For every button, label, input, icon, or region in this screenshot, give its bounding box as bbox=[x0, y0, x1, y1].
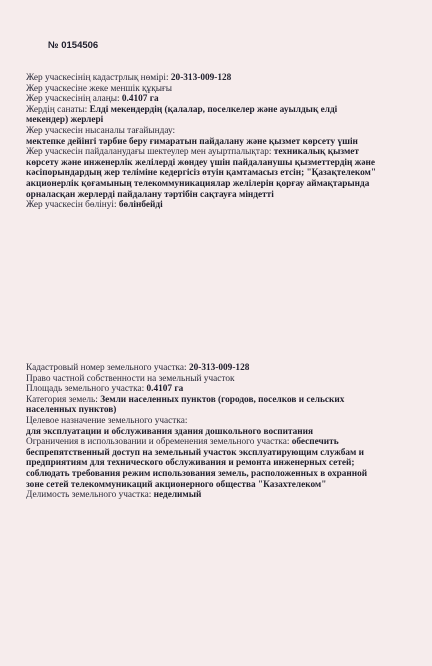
kz-divisibility-line bbox=[26, 200, 430, 211]
ru-purpose-value: для эксплуатации и обслуживания здания дошкольного воспитания bbox=[26, 426, 314, 437]
ru-area-line bbox=[26, 384, 430, 395]
kz-area-label: Жер учаскесінің алаңы: bbox=[26, 94, 122, 105]
ru-divisibility-line bbox=[26, 490, 430, 501]
ru-category-line bbox=[26, 395, 430, 406]
ru-restrictions-label: Ограничения в использовании и обременения земельного участка: bbox=[26, 437, 292, 448]
kz-restrictions-value-3: кәсіпорындардың жер теліміне кедергісіз өтуін қамтамасыз етсін; "Қазақтелеком" bbox=[26, 168, 377, 179]
kz-restrictions-value-1: техникалық қызмет bbox=[273, 147, 359, 158]
kz-area-value: 0.4107 га bbox=[121, 94, 159, 105]
ru-cadastral-value: 20-313-009-128 bbox=[188, 363, 250, 373]
kz-cadastral-label: Жер учаскесінің кадастрлық нөмірі: bbox=[26, 73, 171, 83]
ru-category-value-1: Земли населенных пунктов (городов, поселков и сельских bbox=[100, 394, 345, 405]
kz-restrictions-value-5: орналасқан жерлерді пайдалану тәртібін сақтауға міндетті bbox=[26, 189, 274, 200]
ru-ownership-line: Право частной собственности на земельный участок bbox=[26, 373, 235, 384]
kz-purpose-label: Жер учаскесін нысаналы тағайындау: bbox=[26, 125, 176, 136]
kazakh-section bbox=[26, 73, 430, 211]
kz-category-value-2: мекендер) жерлері bbox=[26, 115, 104, 126]
ru-area-value: 0.4107 га bbox=[146, 384, 184, 395]
ru-restrictions-line bbox=[26, 437, 430, 448]
document-number: № 0154506 bbox=[48, 40, 99, 51]
kz-category-line bbox=[26, 105, 430, 116]
ru-purpose-label: Целевое назначение земельного участка: bbox=[26, 415, 188, 426]
ru-cadastral-line bbox=[26, 363, 430, 374]
kz-restrictions-line bbox=[26, 147, 430, 158]
kz-restrictions-value-4: акционерлік қоғамының телекоммуникациялар желілерін қорғау аймақтарында bbox=[26, 178, 370, 189]
ru-divisibility-value: неделимый bbox=[153, 490, 202, 501]
ru-area-label: Площадь земельного участка: bbox=[26, 384, 147, 395]
kz-divisibility-label: Жер учаскесін бөлінуі: bbox=[26, 200, 119, 211]
ru-category-label: Категория земель: bbox=[26, 394, 101, 405]
kz-category-value-1: Елді мекендердің (қалалар, поселкелер және ауылдық елді bbox=[89, 104, 338, 115]
kz-ownership-line: Жер учаскесіне жеке меншік құқығы bbox=[26, 83, 173, 94]
kz-category-label: Жердің санаты: bbox=[26, 104, 90, 115]
ru-restrictions-value-3: предприятиям для технического обслуживания и ремонта инженерных сетей; bbox=[26, 458, 355, 469]
kz-area-line bbox=[26, 94, 430, 105]
kz-divisibility-value: бөлінбейді bbox=[118, 200, 163, 211]
ru-restrictions-value-4: соблюдать требования режим использования земель, расположенных в охранной bbox=[26, 468, 368, 479]
russian-section bbox=[26, 363, 430, 501]
kz-restrictions-value-2: көрсету және инженерлік желілерді жөндеу үшін пайдаланушы қызметтердің және bbox=[26, 157, 376, 168]
ru-divisibility-label: Делимость земельного участка: bbox=[26, 490, 154, 501]
kz-purpose-value: мектепке дейінгі тәрбие беру ғимаратын пайдалану және қызмет көрсету үшін bbox=[26, 136, 358, 147]
kz-cadastral-value: 20-313-009-128 bbox=[170, 73, 232, 83]
kz-restrictions-label: Жер учаскесін пайдаланудағы шектеулер мен ауыртпалықтар: bbox=[26, 147, 274, 158]
ru-category-value-2: населенных пунктов) bbox=[26, 405, 117, 416]
ru-cadastral-label: Кадастровый номер земельного участка: bbox=[26, 363, 189, 373]
ru-restrictions-value-1: обеспечить bbox=[291, 437, 339, 448]
ru-restrictions-value-2: беспрепятственный доступ на земельный участок эксплуатирующим службам и bbox=[26, 447, 365, 458]
kz-cadastral-line bbox=[26, 73, 430, 84]
ru-restrictions-value-5: зоне сетей телекоммуникаций акционерного общества "Казахтелеком" bbox=[26, 479, 327, 490]
